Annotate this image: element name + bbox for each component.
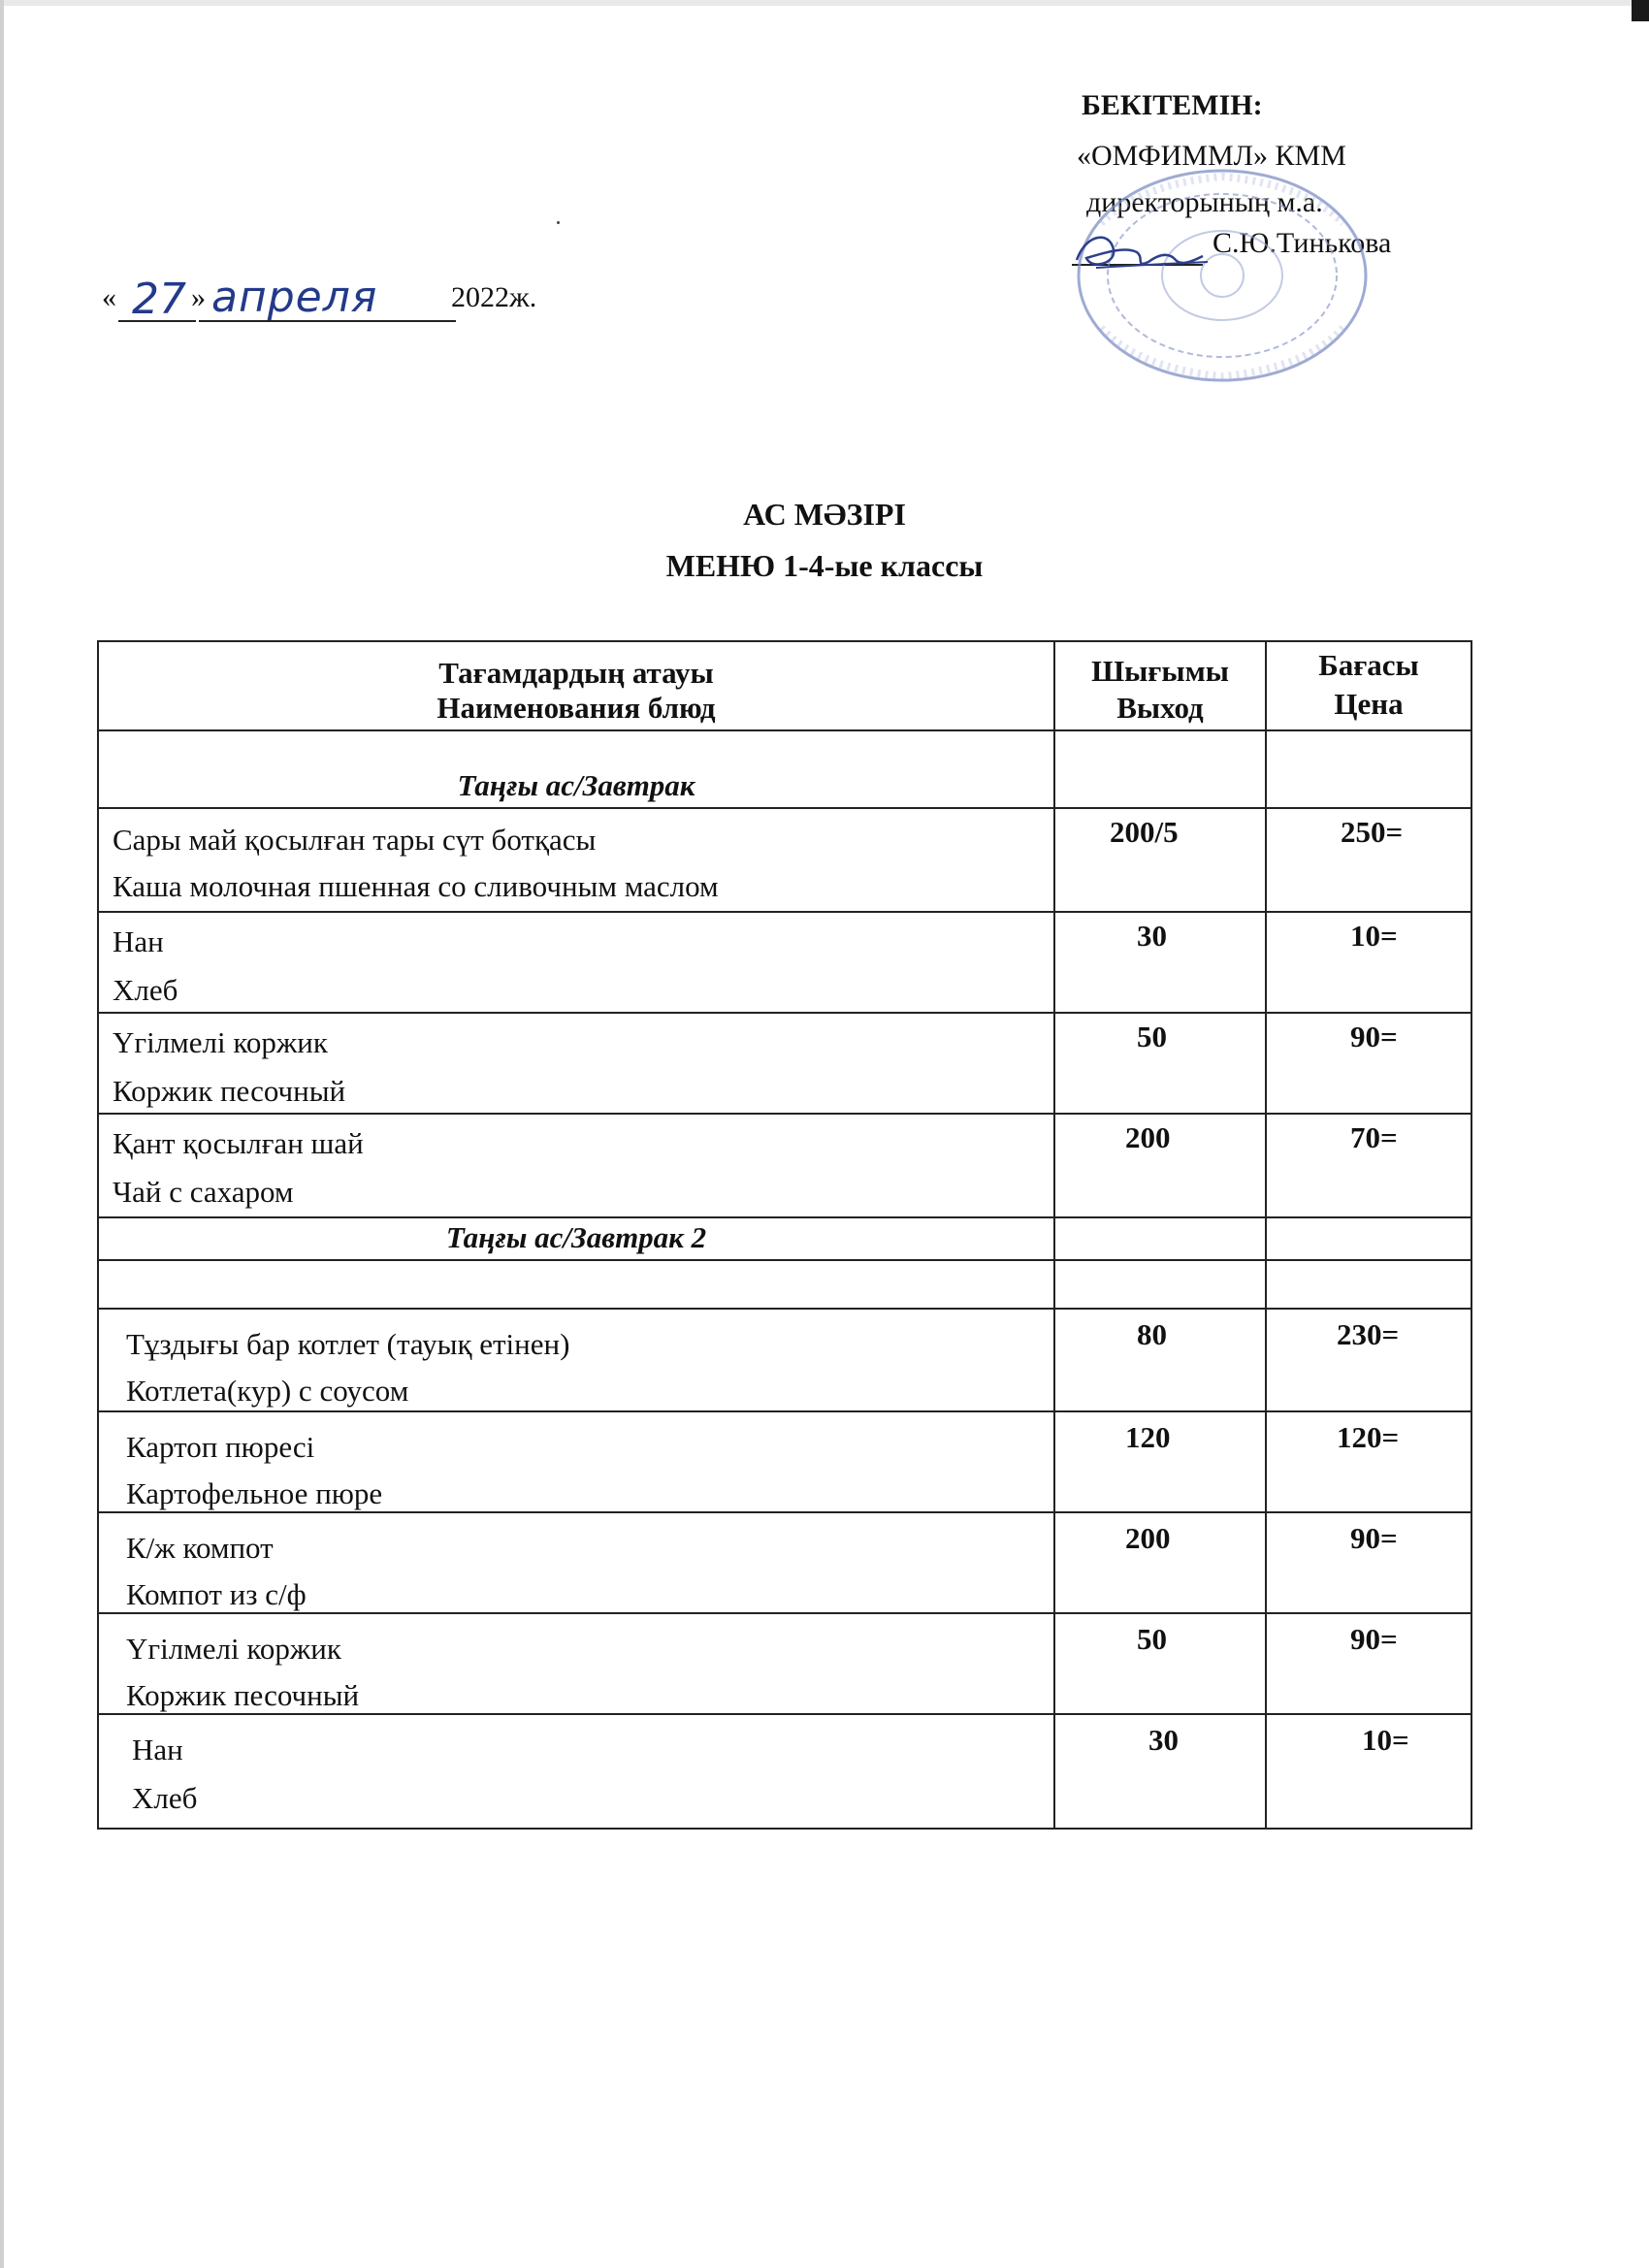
- approval-title: БЕКІТЕМІН:: [1082, 89, 1263, 121]
- header-output-ru: Выход: [1116, 691, 1204, 725]
- menu-title-ru: МЕНЮ 1-4-ые классы: [665, 548, 984, 583]
- header-name-kz: Тағамдардың атауы: [438, 656, 714, 690]
- item-price: 90=: [1350, 1521, 1398, 1555]
- item-price: 90=: [1350, 1622, 1398, 1656]
- item-output: 200: [1125, 1120, 1171, 1154]
- item-name-cell: [99, 1715, 1055, 1828]
- empty-row: [99, 1261, 1472, 1310]
- item-price: 10=: [1350, 919, 1398, 953]
- empty-cell: [99, 1261, 1055, 1308]
- section-title: Таңғы ас/Завтрак: [457, 768, 695, 802]
- header-output-kz: Шығымы: [1091, 654, 1229, 688]
- table-row: [99, 1014, 1472, 1115]
- ink-dot: [557, 221, 560, 224]
- item-output: 50: [1137, 1622, 1167, 1656]
- item-output-cell: [1055, 1412, 1267, 1511]
- scan-corner: [1632, 0, 1649, 21]
- section-title-cell: [99, 731, 1055, 807]
- section-title: Таңғы ас/Завтрак 2: [445, 1220, 707, 1254]
- item-name-ru: Хлеб: [132, 1781, 198, 1815]
- item-price: 10=: [1362, 1723, 1409, 1757]
- item-name-kz: К/ж компот: [126, 1531, 274, 1565]
- item-price-cell: [1267, 1513, 1472, 1612]
- item-name-kz: Сары май қосылған тары сүт ботқасы: [113, 823, 597, 857]
- item-name-ru: Чай с сахаром: [113, 1175, 294, 1209]
- item-name-kz: Үгілмелі коржик: [126, 1632, 341, 1666]
- item-price-cell: [1267, 809, 1472, 911]
- item-output: 50: [1137, 1020, 1167, 1053]
- item-name-kz: Үгілмелі коржик: [113, 1025, 328, 1059]
- date-year: 2022ж.: [451, 281, 537, 313]
- menu-table: [97, 640, 1472, 1830]
- item-name-ru: Компот из с/ф: [126, 1577, 307, 1611]
- item-output: 30: [1137, 919, 1167, 953]
- item-name-cell: [99, 809, 1055, 911]
- item-price-cell: [1267, 913, 1472, 1012]
- header-price-kz: Бағасы: [1318, 648, 1419, 682]
- item-name-kz: Картоп пюресі: [126, 1430, 315, 1464]
- item-price-cell: [1267, 1115, 1472, 1216]
- section-row: [99, 731, 1472, 809]
- item-name-kz: Тұздығы бар котлет (тауық етінен): [126, 1327, 570, 1361]
- item-output-cell: [1055, 1115, 1267, 1216]
- approval-organization: «ОМФИММЛ» КММ: [1077, 140, 1346, 172]
- item-output-cell: [1055, 809, 1267, 911]
- empty-cell: [1055, 1218, 1267, 1259]
- item-name-ru: Хлеб: [113, 973, 178, 1007]
- date-open-quote: «: [102, 281, 116, 313]
- item-price-cell: [1267, 1412, 1472, 1511]
- table-row: [99, 1412, 1472, 1513]
- item-output: 200: [1125, 1521, 1171, 1555]
- item-name-cell: [99, 1412, 1055, 1511]
- menu-title-kz: АС МӘЗІРІ: [743, 497, 906, 532]
- empty-cell: [1267, 1261, 1472, 1308]
- approval-name: С.Ю.Тинькова: [1212, 227, 1392, 259]
- item-name-ru: Каша молочная пшенная со сливочным маслом: [113, 869, 719, 903]
- item-name-ru: Коржик песочный: [113, 1074, 346, 1108]
- item-output-cell: [1055, 1614, 1267, 1713]
- item-output: 30: [1148, 1723, 1179, 1757]
- item-output: 200/5: [1110, 815, 1179, 849]
- item-output-cell: [1055, 1715, 1267, 1828]
- item-price-cell: [1267, 1310, 1472, 1410]
- table-header-row: [99, 642, 1472, 731]
- header-price-cell: [1267, 642, 1472, 729]
- table-row: [99, 809, 1472, 913]
- empty-cell: [1267, 731, 1472, 807]
- item-name-ru: Коржик песочный: [126, 1678, 360, 1712]
- item-price: 70=: [1350, 1120, 1398, 1154]
- empty-cell: [1055, 731, 1267, 807]
- section-title-cell: [99, 1218, 1055, 1259]
- item-output-cell: [1055, 1310, 1267, 1410]
- signature-scribble: [1067, 223, 1212, 281]
- item-name-kz: Нан: [132, 1733, 183, 1766]
- item-name-cell: [99, 913, 1055, 1012]
- item-output: 80: [1137, 1317, 1167, 1351]
- table-row: [99, 1715, 1472, 1830]
- item-name-cell: [99, 1014, 1055, 1113]
- item-price: 120=: [1337, 1420, 1400, 1454]
- header-price-ru: Цена: [1334, 687, 1404, 721]
- scan-edge: [0, 0, 4, 2268]
- table-row: [99, 1614, 1472, 1715]
- item-name-ru: Котлета(кур) с соусом: [126, 1374, 409, 1408]
- item-name-cell: [99, 1614, 1055, 1713]
- item-output-cell: [1055, 1513, 1267, 1612]
- scan-edge: [0, 0, 1649, 6]
- item-name-cell: [99, 1513, 1055, 1612]
- section-row: [99, 1218, 1472, 1261]
- date-close-quote: »: [191, 281, 206, 313]
- item-output-cell: [1055, 913, 1267, 1012]
- header-name-ru: Наименования блюд: [436, 691, 716, 725]
- item-name-ru: Картофельное пюре: [126, 1476, 383, 1510]
- item-name-kz: Қант қосылған шай: [113, 1126, 364, 1160]
- item-price-cell: [1267, 1014, 1472, 1113]
- table-row: [99, 913, 1472, 1014]
- header-name-cell: [99, 642, 1055, 729]
- date-underline: [199, 320, 456, 322]
- date-underline: [118, 320, 196, 322]
- empty-cell: [1055, 1261, 1267, 1308]
- approval-role: директорының м.а.: [1086, 186, 1323, 218]
- item-price-cell: [1267, 1614, 1472, 1713]
- table-row: [99, 1513, 1472, 1614]
- date-day: 27: [132, 275, 186, 324]
- item-price: 230=: [1337, 1317, 1400, 1351]
- empty-cell: [1267, 1218, 1472, 1259]
- item-name-kz: Нан: [113, 924, 164, 958]
- item-output: 120: [1125, 1420, 1171, 1454]
- item-price: 250=: [1341, 815, 1404, 849]
- item-price-cell: [1267, 1715, 1472, 1828]
- date-month: апреля: [211, 273, 378, 322]
- item-price: 90=: [1350, 1020, 1398, 1053]
- header-output-cell: [1055, 642, 1267, 729]
- table-row: [99, 1115, 1472, 1218]
- table-row: [99, 1310, 1472, 1412]
- item-output-cell: [1055, 1014, 1267, 1113]
- item-name-cell: [99, 1310, 1055, 1410]
- item-name-cell: [99, 1115, 1055, 1216]
